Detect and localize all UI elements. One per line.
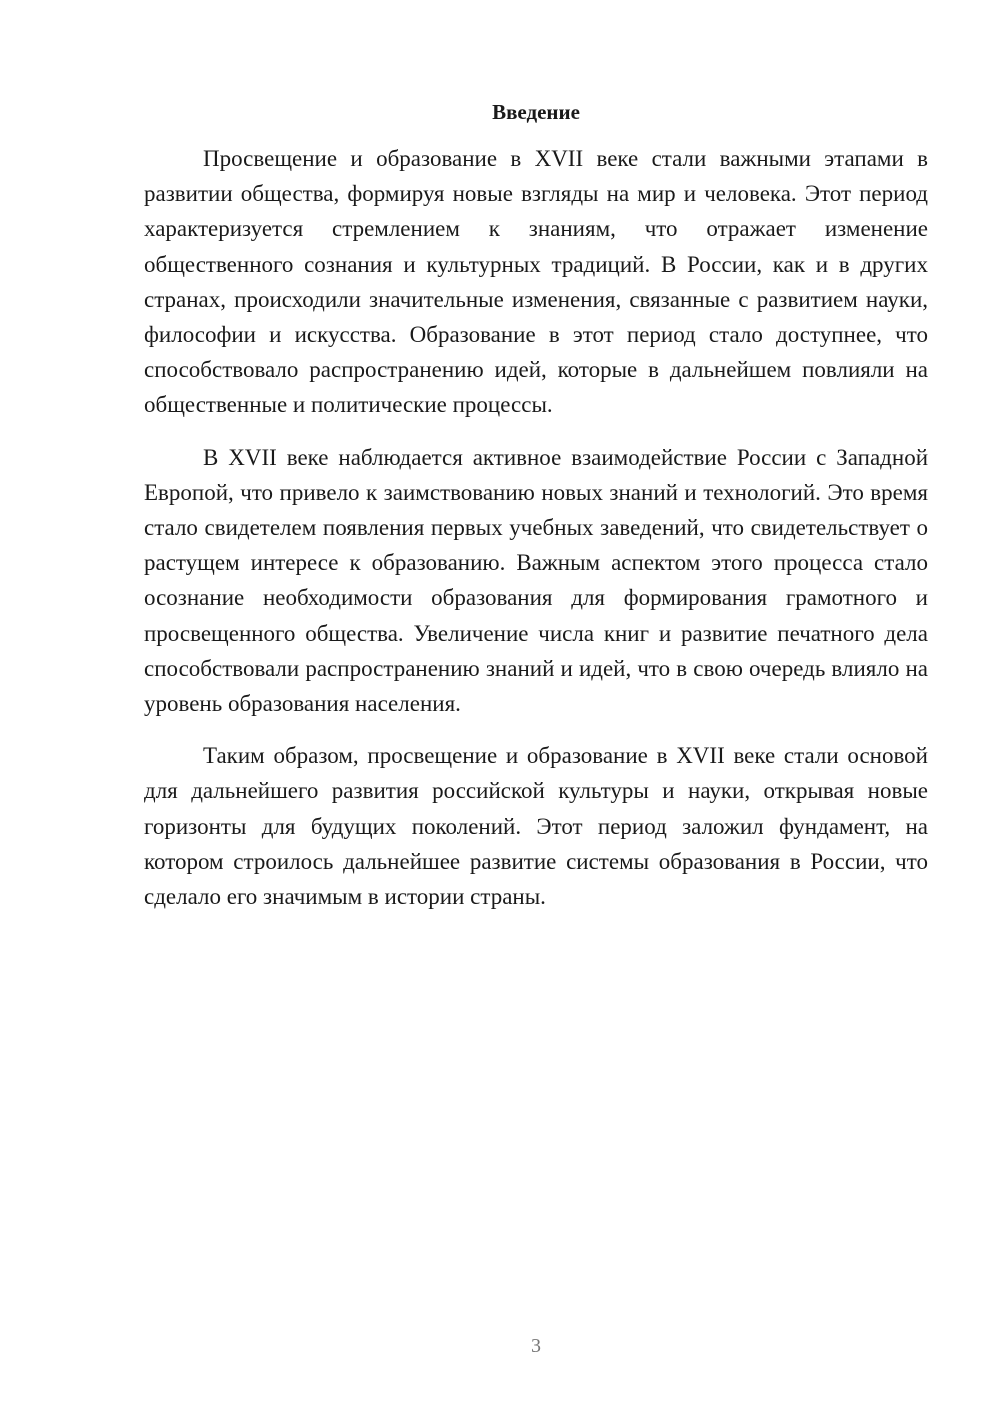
section-heading: Введение: [492, 100, 580, 124]
paragraph-2: В XVII веке наблюдается активное взаимодействие России с Западной Европой, что привело к заимствованию новых знаний и технологий. Это время стало свидетелем появления первых учебных заведений, что свидетельствует о растущем интересе к образованию. Важным аспектом этого процесса стало осознание необходимости образования для формирования грамотного и просвещенного общества. Увеличение числа книг и развитие печатного дела способствовали распространению знаний и идей, что в свою очередь влияло на уровень образования населения.: [144, 444, 928, 717]
page-content: [144, 96, 928, 914]
paragraph-1: Просвещение и образование в XVII веке стали важными этапами в развитии общества, формируя новые взгляды на мир и человека. Этот период характеризуется стремлением к знаниям, что отражает изменение общественного сознания и культурных традиций. В России, как и в других странах, происходили значительные изменения, связанные с развитием науки, философии и искусства. Образование в этот период стало доступнее, что способствовало распространению идей, которые в дальнейшем повлияли на общественные и политические процессы.: [144, 146, 928, 418]
page-number: 3: [531, 1335, 541, 1357]
paragraph-3: Таким образом, просвещение и образование в XVII веке стали основой для дальнейшего развития российской культуры и науки, открывая новые горизонты для будущих поколений. Этот период заложил фундамент, на котором строилось дальнейшее развитие системы образования в России, что сделало его значимым в истории страны.: [144, 743, 928, 910]
